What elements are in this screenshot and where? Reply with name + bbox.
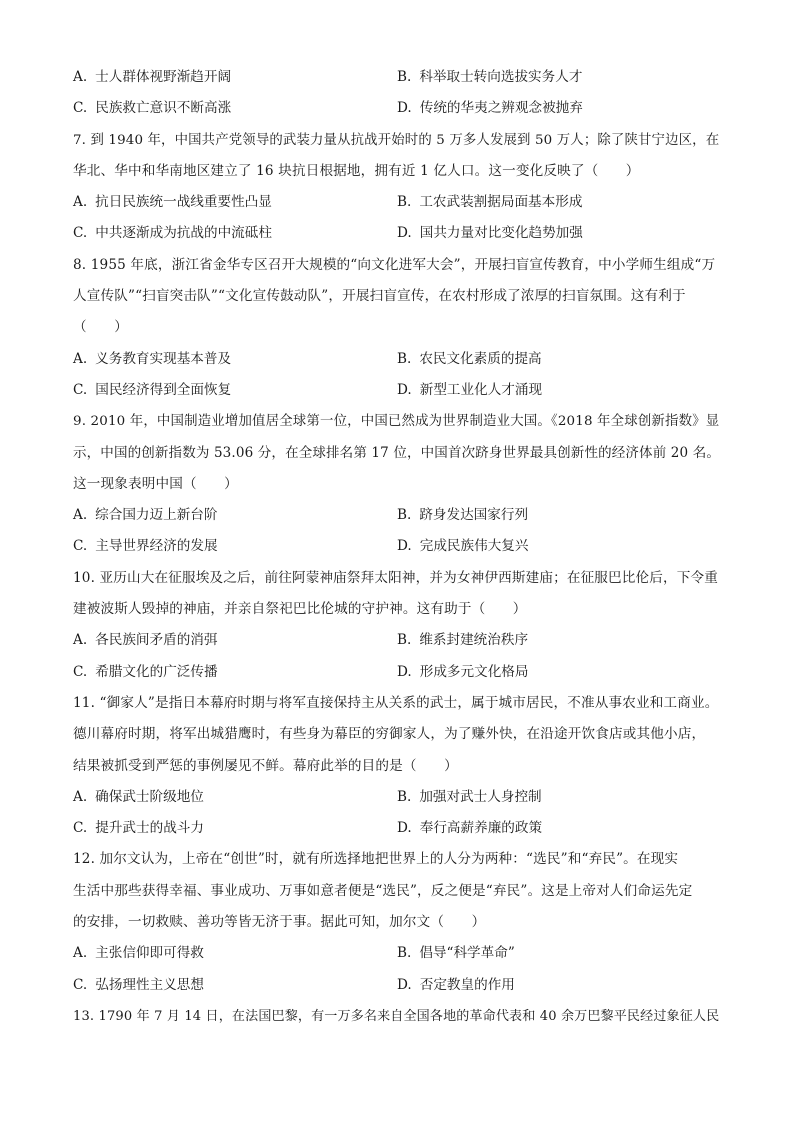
q8-options-row-1 <box>73 344 723 375</box>
q9-stem-line-3: 这一现象表明中国（ ） <box>73 475 238 492</box>
q7-option-d[interactable]: D. 国共力量对比变化趋势加强 <box>397 225 583 242</box>
q10-stem-line-2: 建被波斯人毁掉的神庙，并亲自祭祀巴比伦城的守护神。这有助于（ ） <box>73 601 527 618</box>
q6-option-c[interactable]: C. 民族救亡意识不断高涨 <box>73 100 232 117</box>
q11-stem-line-1: 11. “御家人”是指日本幕府时期与将军直接保持主从关系的武士，属于城市居民，不准从事农业和工商业。 <box>73 694 719 711</box>
q12-option-c[interactable]: C. 弘扬理性主义思想 <box>73 976 204 993</box>
q12-option-b[interactable]: B. 倡导“科学革命” <box>397 945 515 962</box>
q10-option-b[interactable]: B. 维系封建统治秩序 <box>397 632 529 649</box>
q12-options-row-2 <box>73 970 723 1001</box>
q6-options-row-2 <box>73 93 723 124</box>
q10-options-row-2 <box>73 657 723 688</box>
q8-option-b[interactable]: B. 农民文化素质的提高 <box>397 350 542 367</box>
q7-stem-line-2: 华北、华中和华南地区建立了 16 块抗日根据地，拥有近 1 亿人口。这一变化反映了（ ） <box>73 162 640 179</box>
q11-options-row-2 <box>73 813 723 844</box>
q11-options-row-1 <box>73 782 723 813</box>
q9-option-d[interactable]: D. 完成民族伟大复兴 <box>397 538 529 555</box>
q11-option-b[interactable]: B. 加强对武士人身控制 <box>397 788 542 805</box>
q10-option-c[interactable]: C. 希腊文化的广泛传播 <box>73 663 218 680</box>
q8-options-row-2 <box>73 375 723 406</box>
q12-stem-line-1: 12. 加尔文认为，上帝在“创世”时，就有所选择地把世界上的人分为两种：“选民”和“弃民”。在现实 <box>73 851 679 868</box>
q10-options-row-1 <box>73 625 723 656</box>
q12-stem-line-3: 的安排，一切救赎、善功等皆无济于事。据此可知，加尔文（ ） <box>73 914 486 931</box>
q9-option-b[interactable]: B. 跻身发达国家行列 <box>397 507 529 524</box>
q7-option-a[interactable]: A. 抗日民族统一战线重要性凸显 <box>73 194 272 211</box>
q8-option-a[interactable]: A. 义务教育实现基本普及 <box>73 350 232 367</box>
q11-stem-line-2: 德川幕府时期，将军出城猎鹰时，有些身为幕臣的穷御家人，为了赚外快，在沿途开饮食店或其他小店， <box>73 726 706 743</box>
q9-stem-line-2: 示，中国的创新指数为 53.06 分，在全球排名第 17 位，中国首次跻身世界最具创新性的经济体前 20 名。 <box>73 444 721 461</box>
q10-stem-line-1: 10. 亚历山大在征服埃及之后，前往阿蒙神庙祭拜太阳神，并为女神伊西斯建庙；在征服巴比伦后，下令重 <box>73 569 719 586</box>
q10-option-d[interactable]: D. 形成多元文化格局 <box>397 663 529 680</box>
q7-option-c[interactable]: C. 中共逐渐成为抗战的中流砥柱 <box>73 225 272 242</box>
q11-option-a[interactable]: A. 确保武士阶级地位 <box>73 788 204 805</box>
q11-option-d[interactable]: D. 奉行高薪养廉的政策 <box>397 820 543 837</box>
q7-option-b[interactable]: B. 工农武装割据局面基本形成 <box>397 194 583 211</box>
q9-options-row-2 <box>73 531 723 562</box>
q7-options-row-1 <box>73 187 723 218</box>
q8-stem-line-3: （ ） <box>73 319 128 336</box>
q8-option-c[interactable]: C. 国民经济得到全面恢复 <box>73 381 232 398</box>
q7-stem-line-1: 7. 到 1940 年，中国共产党领导的武装力量从抗战开始时的 5 万多人发展到 50 万人；除了陕甘宁边区，在 <box>73 132 720 148</box>
q9-stem-line-1: 9. 2010 年，中国制造业增加值居全球第一位，中国已然成为世界制造业大国。《2018 年全球创新指数》显 <box>73 414 720 430</box>
q11-option-c[interactable]: C. 提升武士的战斗力 <box>73 820 204 837</box>
q13-stem-line-1: 13. 1790 年 7 月 14 日，在法国巴黎，有一万多名来自全国各地的革命代表和 40 余万巴黎平民经过象征人民 <box>73 1008 720 1024</box>
q8-stem-line-2: 人宣传队”“扫盲突击队”“文化宣传鼓动队”，开展扫盲宣传，在农村形成了浓厚的扫盲氛围。这有利于 <box>73 288 686 305</box>
q12-option-a[interactable]: A. 主张信仰即可得救 <box>73 945 204 962</box>
q6-option-d[interactable]: D. 传统的华夷之辨观念被抛弃 <box>397 100 583 117</box>
q6-options-row-1 <box>73 62 723 93</box>
q10-option-a[interactable]: A. 各民族间矛盾的消弭 <box>73 632 218 649</box>
q9-option-a[interactable]: A. 综合国力迈上新台阶 <box>73 507 218 524</box>
q7-options-row-2 <box>73 218 723 249</box>
q12-stem-line-2: 生活中那些获得幸福、事业成功、万事如意者便是“选民”，反之便是“弃民”。这是上帝对人们命运先定 <box>73 882 693 899</box>
q9-options-row-1 <box>73 500 723 531</box>
q9-option-c[interactable]: C. 主导世界经济的发展 <box>73 538 218 555</box>
q6-option-b[interactable]: B. 科举取士转向选拔实务人才 <box>397 69 583 85</box>
q11-stem-line-3: 结果被抓受到严惩的事例屡见不鲜。幕府此举的目的是（ ） <box>73 757 458 774</box>
q12-options-row-1 <box>73 938 723 969</box>
q8-option-d[interactable]: D. 新型工业化人才涌现 <box>397 381 543 398</box>
q8-stem-line-1: 8. 1955 年底，浙江省金华专区召开大规模的“向文化进军大会”，开展扫盲宣传教育，中小学师生组成“万 <box>73 256 716 273</box>
q12-option-d[interactable]: D. 否定教皇的作用 <box>397 976 515 993</box>
exam-page <box>73 62 723 1032</box>
q6-option-a[interactable]: A. 士人群体视野渐趋开阔 <box>73 69 232 85</box>
